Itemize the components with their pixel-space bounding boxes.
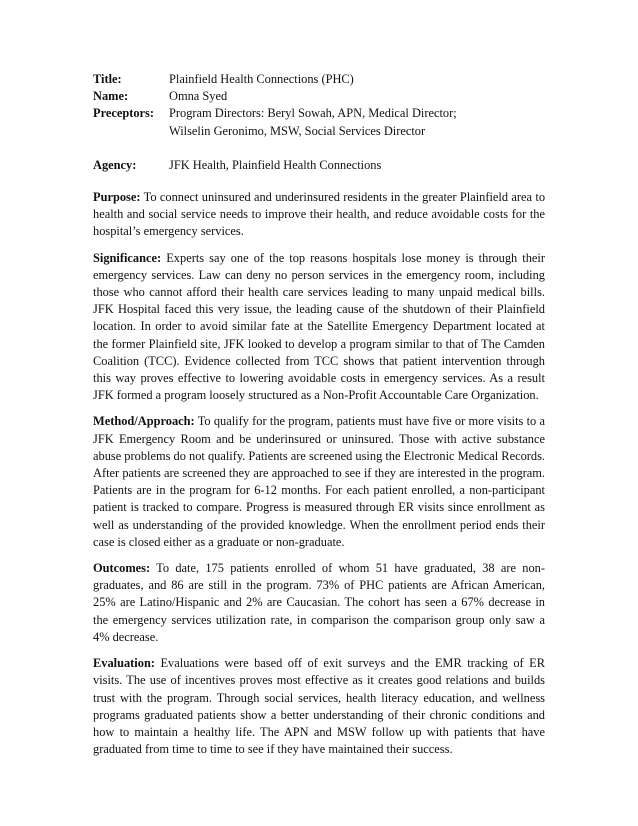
method-section xyxy=(93,413,545,551)
header-block xyxy=(93,71,457,140)
document-page xyxy=(93,71,545,758)
significance-section xyxy=(93,250,545,405)
agency-label: Agency: xyxy=(93,157,137,172)
title-label: Title: xyxy=(93,72,122,86)
title-value: Plainfield Health Connections (PHC) xyxy=(169,72,354,86)
method-label: Method/Approach: xyxy=(93,414,195,429)
title-row xyxy=(93,71,457,88)
agency-value: JFK Health, Plainfield Health Connections xyxy=(169,157,382,172)
outcomes-label: Outcomes: xyxy=(93,561,151,576)
preceptors-row xyxy=(93,105,457,139)
significance-text: Experts say one of the top reasons hospitals lose money is through their emergency services. Law can deny no person services in the emergency room, including those who cannot afford their health care services leading to many unpaid medical bills. JFK Hospital faced this very issue, the leading cause of the shutdown of their Plainfield location. In order to avoid similar fate at the Satellite Emergency Department located at the former Plainfield site, JFK looked to develop a program similar to that of The Camden Coalition (TCC). Evidence collected from TCC shows that patient intervention through this way proves effective to lowering avoidable costs in emergency services. As a result JFK formed a program loosely structured as a Non-Profit Accountable Care Organization. xyxy=(93,250,545,403)
agency-row xyxy=(93,157,381,174)
agency-block xyxy=(93,157,381,174)
name-label: Name: xyxy=(93,89,129,104)
evaluation-text: Evaluations were based off of exit surveys and the EMR tracking of ER visits. The use of incentives proves most effective as it creates good relations and builds trust with the program. Through social services, health literacy education, and wellness programs graduated patients show a better understanding of their chronic conditions and how to maintain a healthy life. The APN and MSW follow up with patients that have graduated from time to time to see if they have maintained their success. xyxy=(93,656,545,757)
evaluation-section xyxy=(93,655,545,758)
method-text: To qualify for the program, patients must have five or more visits to a JFK Emergency Room and be underinsured or uninsured. Those with active substance abuse problems do not qualify. Patients are screened using the Electronic Medical Records. After patients are screened they are approached to see if they are interested in the program. Patients are in the program for 6-12 months. For each patient enrolled, a non-participant patient is tracked to compare. Progress is measured through ER visits since enrollment as well as understanding of the provided knowledge. When the enrollment period ends their case is closed either as a graduate or non-graduate. xyxy=(93,414,546,549)
outcomes-section xyxy=(93,560,545,646)
name-value: Omna Syed xyxy=(169,89,228,104)
preceptors-value xyxy=(169,105,457,139)
significance-label: Significance: xyxy=(93,250,162,265)
preceptors-line-2: Wilselin Geronimo, MSW, Social Services Director xyxy=(169,123,426,138)
evaluation-label: Evaluation: xyxy=(93,656,155,671)
outcomes-text: To date, 175 patients enrolled of whom 51 have graduated, 38 are non-graduates, and 86 are still in the program. 73% of PHC patients are African American, 25% are Latino/Hispanic and 2% are Caucasian. The cohort has seen a 67% decrease in the emergency services utilization rate, in comparison the comparison group only saw a 4% decrease. xyxy=(93,561,545,644)
preceptors-label: Preceptors: xyxy=(93,106,155,121)
purpose-label: Purpose: xyxy=(93,190,141,205)
purpose-section xyxy=(93,189,545,241)
preceptors-line-1: Program Directors: Beryl Sowah, APN, Medical Director; xyxy=(169,106,457,121)
purpose-text: To connect uninsured and underinsured residents in the greater Plainfield area to health and social service needs to improve their health, and reduce avoidable costs for the hospital’s emergency services. xyxy=(93,190,546,239)
name-row xyxy=(93,88,457,105)
